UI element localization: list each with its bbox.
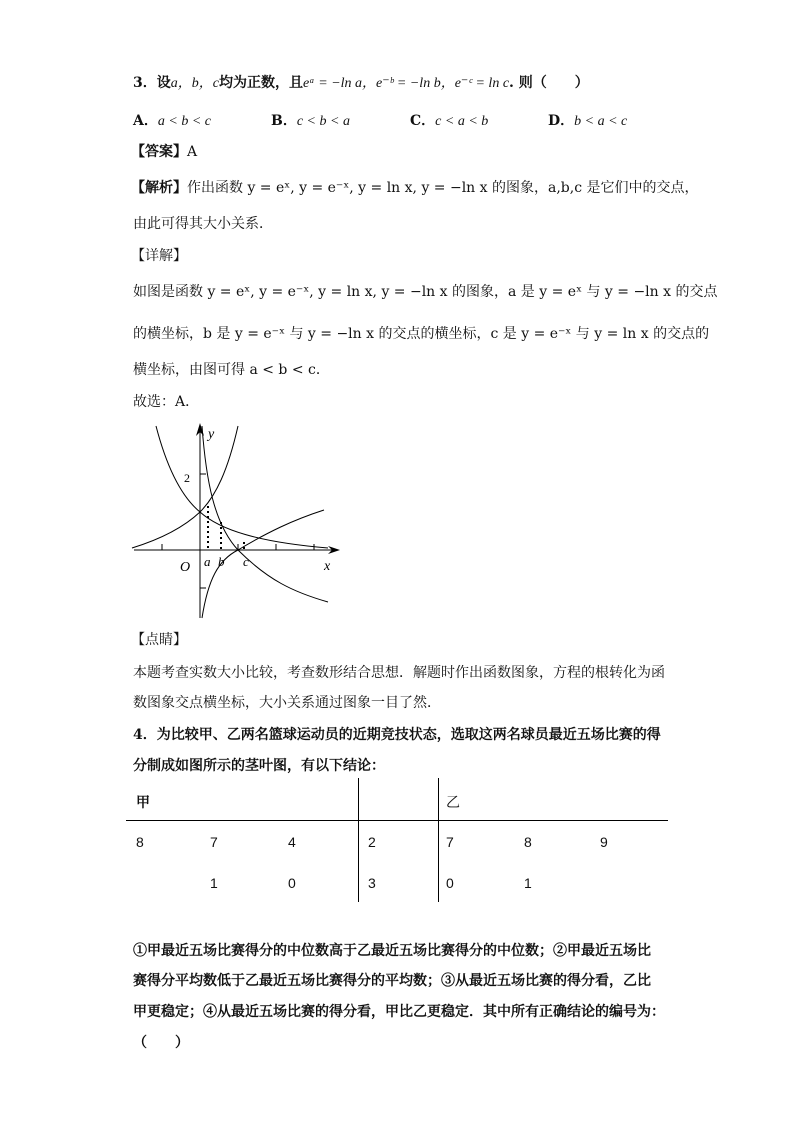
q4-conclusion-line3: 甲更稳定；④从最近五场比赛的得分看，甲比乙更稳定．其中所有正确结论的编号为： <box>133 1004 665 1020</box>
table-cell: 4 <box>288 834 296 850</box>
q4-stem-line1: 4．为比较甲、乙两名篮球运动员的近期竞技状态，选取这两名球员最近五场比赛的得 <box>133 727 661 743</box>
table-head-jia: 甲 <box>136 794 150 810</box>
q3-eq2: e⁻ᵇ = −ln b， <box>376 76 455 91</box>
q3-comment-line1: 本题考查实数大小比较，考查数形结合思想．解题时作出函数图象，方程的根转化为函 <box>133 665 665 681</box>
function-graph <box>128 420 348 620</box>
q3-option-d <box>548 110 627 130</box>
q3-analysis-line1 <box>131 177 699 197</box>
origin-label: O <box>180 560 191 575</box>
table-head-yi: 乙 <box>446 794 460 810</box>
q3-eq1: eᵃ = −ln a， <box>302 76 377 91</box>
table-divider-right <box>438 778 439 902</box>
option-key: C． <box>410 113 436 129</box>
table-cell: 3 <box>368 875 376 891</box>
option-key: A． <box>133 113 158 129</box>
q3-eq3: e⁻ᶜ = ln c <box>454 76 510 91</box>
answer-tag: 【答案】 <box>131 144 187 160</box>
table-cell: 9 <box>600 834 608 850</box>
c-label: c <box>243 554 249 569</box>
q4-conclusion-line2: 赛得分平均数低于乙最近五场比赛得分的平均数；③从最近五场比赛的得分看，乙比 <box>133 973 651 989</box>
curve-e-neg-x <box>156 426 328 548</box>
option-text: a < b < c <box>157 114 211 129</box>
q3-analysis-line2: 由此可得其大小关系． <box>133 216 273 232</box>
q3-comment-tag: 【点睛】 <box>131 632 187 648</box>
stem-leaf-table <box>126 778 668 902</box>
q4-conclusion-line1: ①甲最近五场比赛得分的中位数高于乙最近五场比赛得分的中位数；②甲最近五场比 <box>133 943 651 959</box>
q3-stem-mid: 均为正数，且 <box>218 75 303 91</box>
table-cell: 1 <box>210 875 218 891</box>
analysis-text: 作出函数 y = eˣ, y = e⁻ˣ, y = ln x, y = −ln x 的图象，a,b,c 是它们中的交点， <box>187 180 699 196</box>
table-cell: 1 <box>524 875 532 891</box>
q3-option-c <box>410 110 488 130</box>
q3-stem-suffix: . 则（ ） <box>509 75 589 91</box>
q4-stem-line2: 分制成如图所示的茎叶图，有以下结论： <box>133 758 385 774</box>
tick-label-2: 2 <box>184 471 190 485</box>
option-text: c < a < b <box>435 114 489 129</box>
q3-choice-line: 故选：A． <box>133 394 200 410</box>
curve-e-x <box>132 426 238 548</box>
b-label: b <box>218 554 225 569</box>
q3-detail-line3: 横坐标，由图可得 a < b < c． <box>133 362 330 378</box>
table-cell: 7 <box>446 834 454 850</box>
q3-detail-tag: 【详解】 <box>131 248 187 264</box>
q3-option-b <box>271 110 350 130</box>
q3-detail-line1: 如图是函数 y = eˣ, y = e⁻ˣ, y = ln x, y = −ln x 的图象，a 是 y = eˣ 与 y = −ln x 的交点 <box>133 284 718 300</box>
y-axis-label: y <box>208 427 215 442</box>
q3-stem-vars: a，b，c <box>170 76 219 91</box>
table-cell: 0 <box>288 875 296 891</box>
table-rule <box>126 820 668 821</box>
q3-stem-prefix: 3．设 <box>133 75 171 91</box>
analysis-tag: 【解析】 <box>131 180 187 196</box>
option-text: c < b < a <box>296 114 350 129</box>
q4-conclusion-line4: （ ） <box>133 1035 189 1051</box>
q3-stem <box>133 72 589 92</box>
table-cell: 7 <box>210 834 218 850</box>
answer-value: A <box>187 144 198 160</box>
curve-neg-ln-x <box>202 426 328 602</box>
q3-answer <box>131 141 197 161</box>
option-key: B． <box>271 113 297 129</box>
q3-comment-line2: 数图象交点横坐标，大小关系通过图象一目了然． <box>133 695 441 711</box>
a-label: a <box>204 554 211 569</box>
q3-option-a <box>133 110 211 130</box>
x-axis-label: x <box>324 559 331 574</box>
table-cell: 8 <box>524 834 532 850</box>
table-cell: 8 <box>136 834 144 850</box>
table-divider-left <box>358 778 359 902</box>
table-cell: 0 <box>446 875 454 891</box>
option-key: D． <box>548 113 575 129</box>
q3-detail-line2: 的横坐标，b 是 y = e⁻ˣ 与 y = −ln x 的交点的横坐标，c 是 y = e⁻ˣ 与 y = ln x 的交点的 <box>133 326 710 342</box>
option-text: b < a < c <box>574 114 628 129</box>
table-cell: 2 <box>368 834 376 850</box>
